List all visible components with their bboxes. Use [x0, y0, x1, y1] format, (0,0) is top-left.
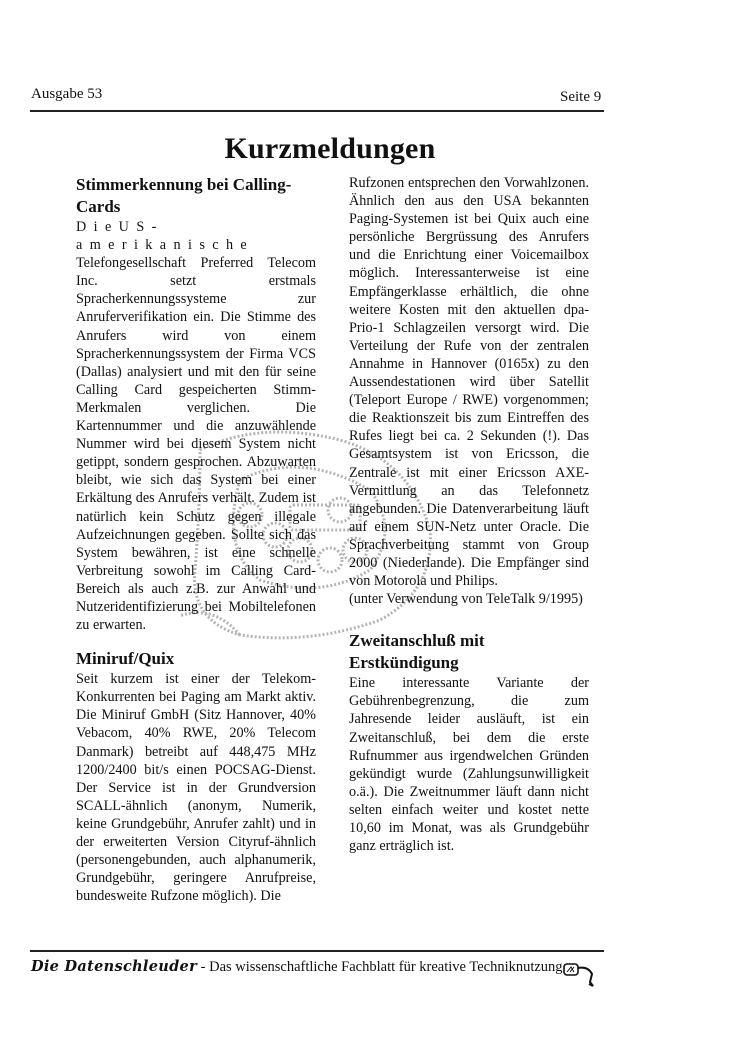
footer-separator: - — [197, 959, 210, 975]
header-rule — [30, 110, 604, 112]
page-number: Seite 9 — [560, 89, 602, 105]
footer — [31, 958, 563, 976]
column-left — [76, 174, 316, 905]
column-right — [349, 174, 589, 855]
article-heading-zweitanschluss: Zweitanschluß mit Erstkündigung — [349, 631, 485, 673]
article-body-zweitanschluss: Eine interessante Variante der Gebührenbegrenzung, die zum Jahresende leider ausläuft, ist ein Zweitanschluß, bei dem die erste Rufnummer aus irgendwelchen Gründen gekündigt wurde (Zahlungsunwilligkeit o.ä.). Die Zweitnummer läuft dann nicht selten einfach weiter und kostet nette 10,60 im Monat, was als Grundgebühr ganz erträglich ist. — [349, 675, 589, 855]
article-body-stimmerkennung: Telefongesellschaft Preferred Telecom Inc. setzt erstmals Spracherkennungssysteme zur Anruferverifikation ein. Die Stimme des Anrufers wird von einem Spracherkennungssystem der Firma VCS (Dallas) analysiert und mit den für seine Calling Card gespeicherten Stimm-Merkmalen verglichen. Die Kartennummer und die anzuwählende Nummer wird bei diesem System nicht getippt, sondern gesprochen. Abzuwarten bleibt, wie sich das System bei einer Erkältung des Anrufers verhält. Zudem ist natürlich kein Schutz gegen illegale Aufzeichnungen gegeben. Sollte sich das System bewähren, ist eine schnelle Verbreitung sowohl im Calling Card-Bereich als auch z.B. zur Anwahl und Nutzeridentifizierung bei Mobiltelefonen zu erwarten. — [76, 255, 316, 634]
article-heading-miniruf: Miniruf/Quix — [76, 649, 175, 669]
article-lead: DieUS-amerikanische — [76, 219, 255, 254]
page-title: Kurzmeldungen — [224, 132, 436, 165]
article-body-miniruf-part2: Rufzonen entsprechen den Vorwahlzonen. Ähnlich den aus den USA bekannten Paging-Systemen ist bei Quix auch eine persönliche Bergrüssung des Anrufers und die Enrichtung einer Voicemailbox möglich. Interessanterweise ist eine Empfängerklasse erhältlich, die ohne weitere Kosten mit den aktuellen dpa-Prio-1 Schlagzeilen versorgt wird. Die Verteilung der Rufe von der zentralen Annahme in Hannover (0165x) zu den Aussendestationen wird über Satellit (Teleport Europe / RWE) vorgenommen; die Reaktionszeit bis zum Eintreffen des Rufes liegt bei ca. 2 Sekunden (!). Das Gesamtsystem ist von Ericsson, die Zentrale ist mit einer Ericsson AXE-Vermittlung an das Telefonnetz angebunden. Die Datenverarbeitung läuft auf einem SUN-Netz unter Oracle. Die Sprachverbeitung stammt von Group 2000 (Niederlande). Die Empfänger sind von Motorola und Philips. — [349, 175, 589, 590]
issue-number: Ausgabe 53 — [31, 86, 103, 102]
article-body-miniruf-part1: Seit kurzem ist einer der Telekom-Konkurrenten bei Paging am Markt aktiv. Die Miniruf GmbH (Sitz Hannover, 40% Vebacom, 40% RWE, 20% Telecom Danmark) betreibt auf 448,475 MHz 1200/2400 bit/s einen POCSAG-Dienst. Der Service ist in der Grundversion SCALL-ähnlich (anonym, Numerik, keine Grundgebühr, Anrufer zahlt) und in der erweiterten Version Cityruf-ähnlich (personengebunden, auch alphanumerik, Grundgebühr, geringere Anrufpreise, bundesweite Rufzone möglich). Die — [76, 671, 316, 905]
article-heading-stimmerkennung: Stimmerkennung bei Calling-Cards — [76, 175, 292, 216]
footer-tagline: Das wissenschaftliche Fachblatt für kreative Techniknutzung — [209, 959, 563, 975]
publication-name: Die Datenschleuder — [31, 958, 198, 975]
datenschleuder-logo-icon — [562, 960, 602, 990]
footer-rule — [30, 950, 604, 952]
article-source: (unter Verwendung von TeleTalk 9/1995) — [349, 591, 583, 608]
